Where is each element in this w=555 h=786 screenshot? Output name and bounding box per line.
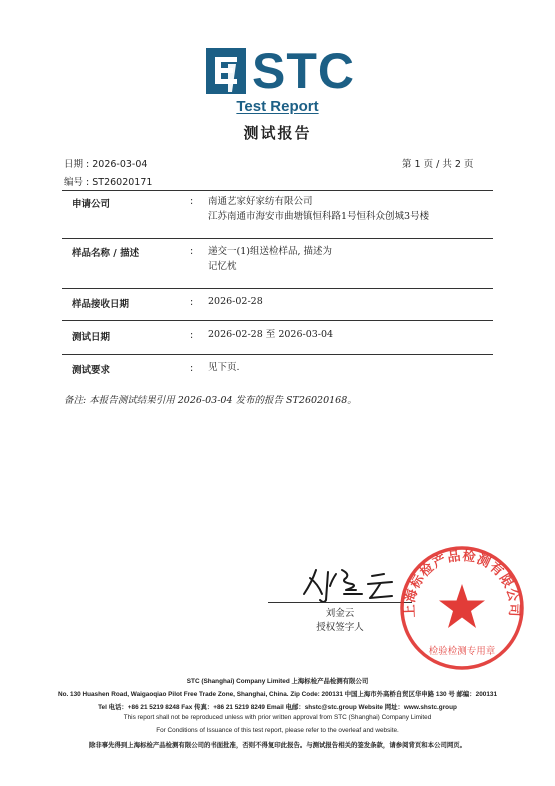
divider xyxy=(62,288,493,289)
sample-description: 递交一(1)组送检样品, 描述为 xyxy=(208,246,332,257)
field-label-sample: 样品名称 / 描述 xyxy=(72,248,140,259)
field-label-applicant: 申请公司 xyxy=(72,199,111,210)
footer-address: No. 130 Huashen Road, Waigaoqiao Pilot Free Trade Zone, Shanghai, China. Zip Code: 200131 中国上海市外高桥自贸区华申路 130 号 邮编：200131 xyxy=(57,691,498,698)
field-colon: : xyxy=(190,363,194,374)
divider xyxy=(62,238,493,239)
field-colon: : xyxy=(190,246,194,257)
report-date: 日期 : 2026-03-04 xyxy=(64,159,148,170)
signer-role: 授权签字人 xyxy=(316,622,364,633)
footer-reproduction-en: This report shall not be reproduced unless with prior written approval from STC (Shanghai) Company Limited xyxy=(123,714,432,721)
footer-conditions-en: For Conditions of Issuance of this test report, please refer to the overleaf and website. xyxy=(156,727,399,734)
field-label-received: 样品接收日期 xyxy=(72,299,130,310)
footer-company: STC (Shanghai) Company Limited 上海标检产品检测有限公司 xyxy=(186,678,369,685)
field-colon: : xyxy=(190,297,194,308)
stamp-ring-text: 上海标检产品检测有限公司 xyxy=(402,548,522,618)
handwritten-signature xyxy=(292,560,410,604)
divider xyxy=(62,320,493,321)
field-label-requirement: 测试要求 xyxy=(72,365,111,376)
applicant-address: 江苏南通市海安市曲塘镇恒科路1号恒科众创城3号楼 xyxy=(208,211,430,222)
signer-name: 刘金云 xyxy=(325,608,355,619)
footer-reproduction-cn: 除非事先得到上海标检产品检测有限公司的书面批准，否则不得复印此报告。与测试报告相关的签发条款，请参阅背页和本公司网页。 xyxy=(88,742,467,749)
page-indicator: 第 1 页 / 共 2 页 xyxy=(402,159,474,170)
stc-logo xyxy=(206,43,366,99)
field-colon: : xyxy=(190,196,194,207)
logo-text: STC xyxy=(252,43,355,99)
report-title-en: Test Report xyxy=(236,98,319,115)
stc-emblem-icon xyxy=(206,48,246,94)
field-value-sample xyxy=(208,244,332,274)
report-number: 编号 : ST26020171 xyxy=(64,177,153,188)
sample-name: 记忆枕 xyxy=(208,261,237,272)
report-note: 备注: 本报告测试结果引用 2026-03-04 发布的报告 ST26020168。 xyxy=(64,395,357,406)
field-value-test-date: 2026-02-28 至 2026-03-04 xyxy=(208,329,334,340)
applicant-name: 南通艺家好家纺有限公司 xyxy=(208,196,313,207)
field-colon: : xyxy=(190,330,194,341)
field-value-applicant xyxy=(208,194,429,224)
signature-line xyxy=(268,602,412,603)
report-title-cn: 测试报告 xyxy=(243,124,312,142)
footer-contact: Tel 电话：+86 21 5219 8248 Fax 传真：+86 21 5219 8249 Email 电邮：shstc@stc.group Website 网址：www.shstc.group xyxy=(98,704,457,711)
field-value-received: 2026-02-28 xyxy=(208,296,263,307)
official-seal xyxy=(398,544,526,672)
field-label-test-date: 测试日期 xyxy=(72,332,111,343)
star-icon xyxy=(439,584,485,628)
divider xyxy=(62,354,493,355)
divider xyxy=(62,190,493,191)
stamp-bottom-text: 检验检测专用章 xyxy=(428,646,496,657)
field-value-requirement: 见下页. xyxy=(208,362,240,373)
